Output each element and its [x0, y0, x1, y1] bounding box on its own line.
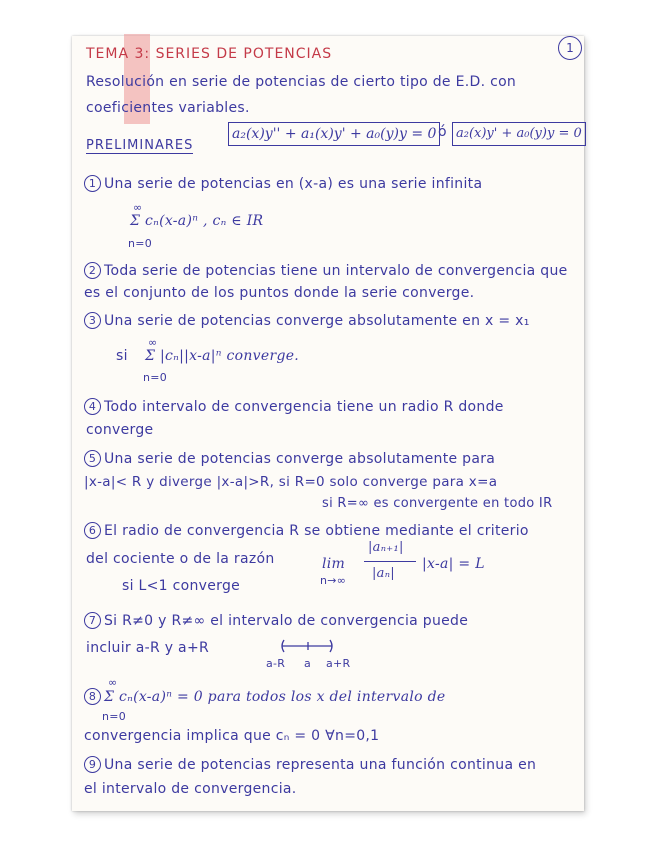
ratio-denominator: |aₙ| — [372, 566, 395, 581]
item-2-text — [84, 262, 568, 279]
limit-subscript: n→∞ — [320, 574, 347, 587]
interval-label-center: a — [304, 657, 312, 670]
equation-first-order: a₂(x)y' + a₀(y)y = 0 — [452, 122, 586, 146]
item-9-line-2: el intervalo de convergencia. — [84, 781, 297, 797]
item-8-text — [84, 688, 445, 705]
item-number: 3 — [84, 312, 101, 329]
subtitle-line-2: coeficientes variables. — [86, 100, 250, 116]
interval-label-right: a+R — [326, 657, 351, 670]
item-6-line-1: El radio de convergencia R se obtiene mediante el criterio — [104, 523, 529, 539]
limit-label: lim — [322, 556, 346, 572]
page-title: TEMA 3: SERIES DE POTENCIAS — [86, 46, 333, 62]
item-1-line: Una serie de potencias en (x-a) es una serie infinita — [104, 176, 483, 192]
item-number: 2 — [84, 262, 101, 279]
item-number: 6 — [84, 522, 101, 539]
item-8-formula: Σ cₙ(x-a)ⁿ = 0 para todos los x del intervalo de — [104, 689, 446, 705]
item-3-formula: Σ |cₙ||x-a|ⁿ converge. — [145, 348, 300, 364]
item-4-line-1: Todo intervalo de convergencia tiene un radio R donde — [104, 399, 504, 415]
sum-upper: ∞ — [148, 336, 158, 349]
item-1-formula: Σ cₙ(x-a)ⁿ , cₙ ∈ IR — [130, 213, 264, 229]
equation-second-order: a₂(x)y'' + a₁(x)y' + a₀(y)y = 0 — [228, 122, 440, 146]
item-3-text — [84, 312, 530, 329]
interval-label-left: a-R — [266, 657, 286, 670]
item-3-line-1: Una serie de potencias converge absolutamente en x = x₁ — [104, 313, 530, 329]
item-number: 9 — [84, 756, 101, 773]
item-5-line-3: si R=∞ es convergente en todo IR — [322, 496, 553, 511]
interval-diagram — [278, 636, 338, 656]
page-number: 1 — [558, 36, 582, 60]
item-number: 5 — [84, 450, 101, 467]
item-9-text — [84, 756, 536, 773]
item-2-line-2: es el conjunto de los puntos donde la serie converge. — [84, 285, 475, 301]
item-7-line-2: incluir a-R y a+R — [86, 640, 209, 656]
or-label: ó — [438, 124, 447, 140]
item-5-text — [84, 450, 495, 467]
item-7-line-1: Si R≠0 y R≠∞ el intervalo de convergencia puede — [104, 613, 469, 629]
fraction-bar — [364, 561, 416, 562]
sum-lower: n=0 — [143, 371, 168, 384]
sum-upper: ∞ — [133, 201, 143, 214]
sum-lower: n=0 — [102, 710, 127, 723]
item-number: 4 — [84, 398, 101, 415]
sum-lower: n=0 — [128, 237, 153, 250]
item-6-text — [84, 522, 529, 539]
item-3-si: si — [116, 348, 128, 364]
item-4-text — [84, 398, 504, 415]
item-7-text — [84, 612, 468, 629]
item-1-text — [84, 175, 482, 192]
preliminares-label: PRELIMINARES — [86, 138, 194, 153]
item-4-line-2: converge — [86, 422, 154, 438]
item-6-line-3: si L<1 converge — [122, 578, 241, 594]
item-8-line-2: convergencia implica que cₙ = 0 ∀n=0,1 — [84, 728, 380, 744]
subtitle-line-1: Resolución en serie de potencias de cierto tipo de E.D. con — [86, 74, 517, 90]
item-5-line-2: |x-a|< R y diverge |x-a|>R, si R=0 solo converge para x=a — [84, 474, 498, 490]
sum-upper: ∞ — [108, 676, 118, 689]
item-5-line-1: Una serie de potencias converge absolutamente para — [104, 451, 496, 467]
ratio-numerator: |aₙ₊₁| — [368, 540, 404, 555]
item-number: 7 — [84, 612, 101, 629]
item-2-line-1: Toda serie de potencias tiene un intervalo de convergencia que — [104, 263, 568, 279]
item-number: 1 — [84, 175, 101, 192]
ratio-tail: |x-a| = L — [422, 556, 485, 572]
item-6-line-2: del cociente o de la razón — [86, 551, 275, 567]
item-9-line-1: Una serie de potencias representa una función continua en — [104, 757, 537, 773]
item-number: 8 — [84, 688, 101, 705]
